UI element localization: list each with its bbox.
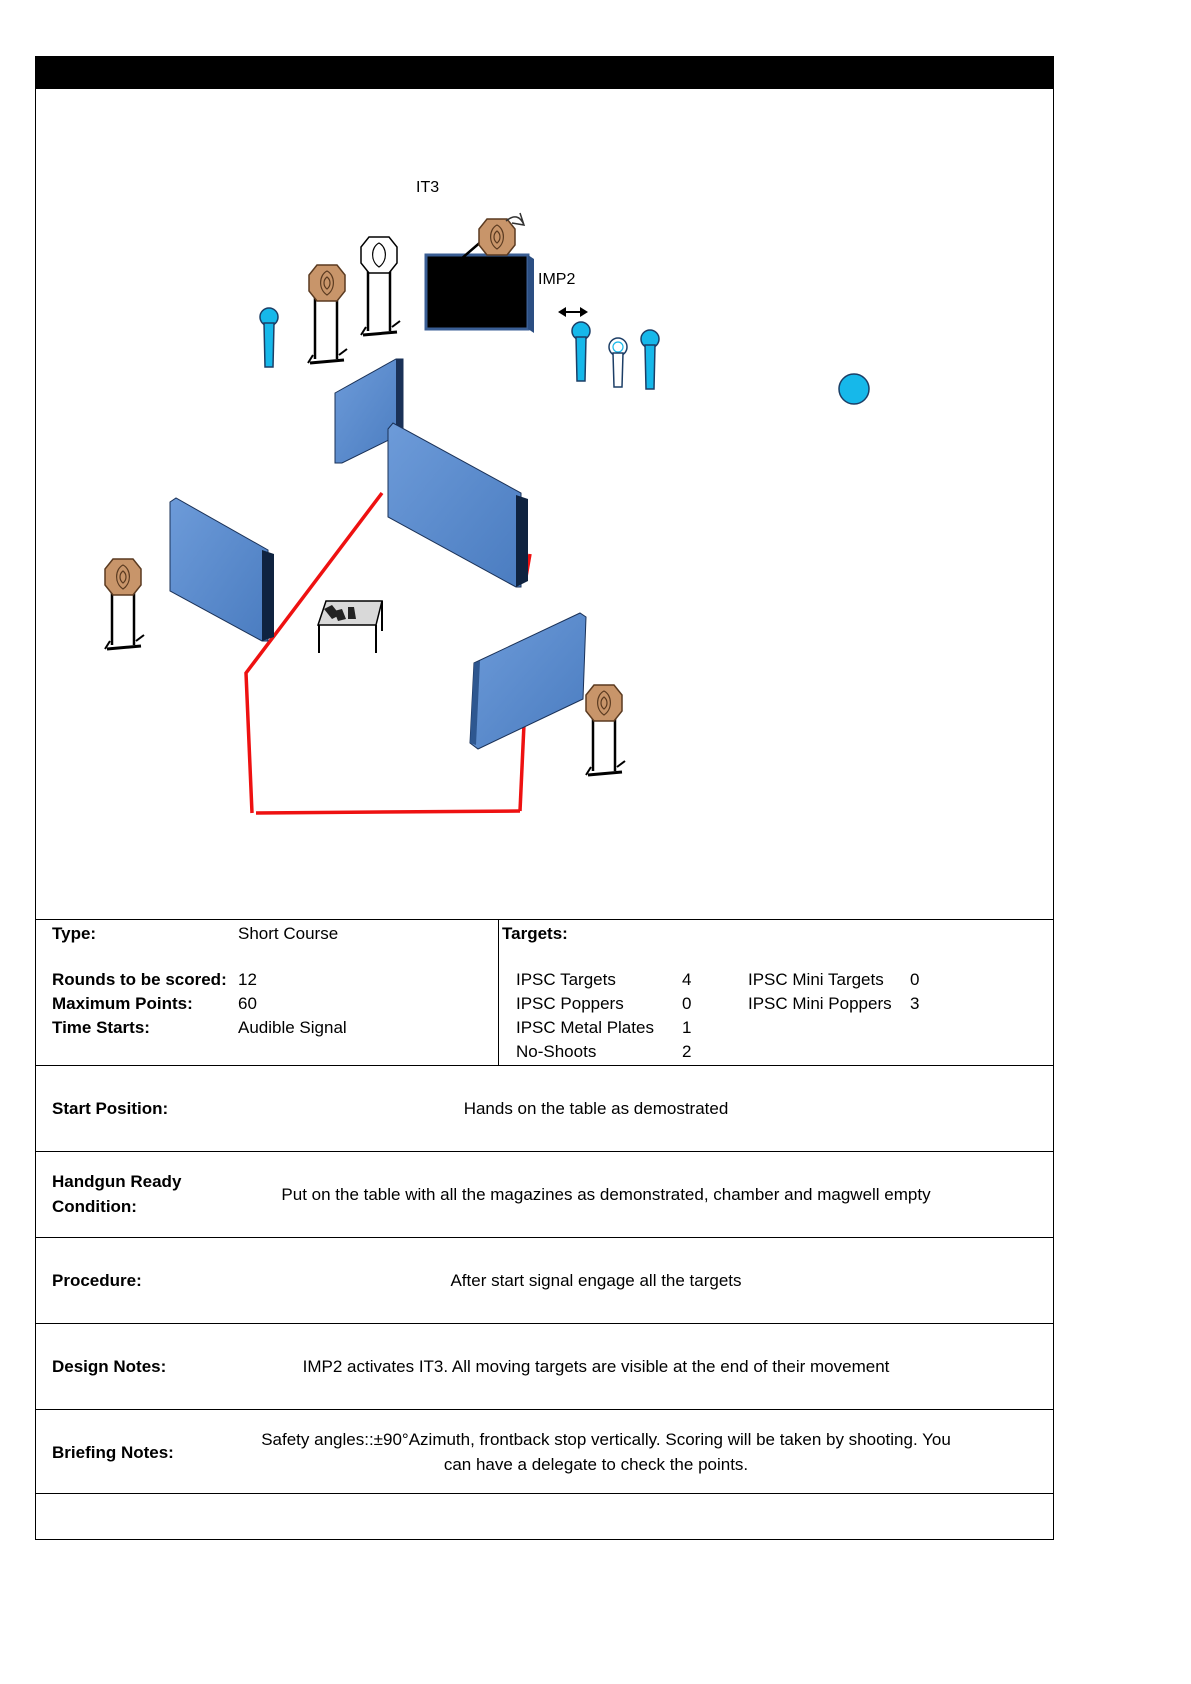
metal-plate-icon [839,374,869,404]
target-name: IPSC Targets [516,970,616,989]
ready-condition-label: Handgun Ready [52,1172,182,1191]
briefing-notes-row [36,1409,1053,1494]
rounds-label: Rounds to be scored: [52,970,227,989]
procedure-row [36,1237,1053,1324]
ipsc-target-icon [586,685,622,721]
target-name: IPSC Mini Targets [748,970,884,989]
targets-header: Targets: [502,924,568,943]
barricade-wall-icon [170,498,274,641]
rounds-value: 12 [238,970,257,989]
barricade-wall-icon [470,613,586,749]
target-name: IPSC Poppers [516,994,624,1013]
barricade-wall-icon [388,423,528,587]
mini-popper-icon [641,330,659,389]
max-points-label: Maximum Points: [52,994,193,1013]
stage-diagram [36,89,1053,919]
start-position-row [36,1065,1053,1152]
mini-popper-icon [260,308,278,367]
it3-label: IT3 [416,179,440,196]
design-notes-label: Design Notes: [52,1357,167,1376]
target-name: No-Shoots [516,1042,597,1061]
ipsc-target-icon [309,265,345,301]
details-row [36,919,1053,1066]
stage-sheet [35,56,1054,1540]
imp2-label: IMP2 [538,271,576,288]
mini-popper-icon [572,322,590,381]
type-label: Type: [52,924,97,943]
ready-condition-label: Condition: [52,1197,137,1216]
target-count: 3 [910,994,920,1013]
bottom-rule [36,1493,1053,1494]
target-count: 1 [682,1018,692,1037]
target-count: 0 [682,994,692,1013]
title-bar [36,57,1053,89]
stage-diagram-svg [36,89,1053,919]
design-notes-text: IMP2 activates IT3. All moving targets are visible at the end of their movement [302,1357,890,1376]
briefing-notes-label: Briefing Notes: [52,1443,174,1462]
divider [498,920,499,1066]
time-starts-label: Time Starts: [52,1018,150,1037]
ipsc-target-icon [105,559,141,595]
ready-condition-row [36,1151,1053,1238]
ready-condition-text: Put on the table with all the magazines as demonstrated, chamber and magwell empty [281,1185,931,1204]
ipsc-target-icon [479,219,515,255]
target-count: 0 [910,970,920,989]
procedure-label: Procedure: [52,1271,142,1290]
briefing-notes-text: can have a delegate to check the points. [443,1455,749,1474]
no-shoot-target-icon [361,237,397,273]
briefing-notes-text: Safety angles::±90°Azimuth, frontback stop vertically. Scoring will be taken by shooting. You [261,1430,951,1449]
target-stand [308,297,347,363]
design-notes-row [36,1323,1053,1410]
metal-plate-icon [426,255,534,333]
target-count: 4 [682,970,692,989]
target-stand [361,269,400,335]
target-name: IPSC Metal Plates [516,1018,654,1037]
start-position-label: Start Position: [52,1099,169,1118]
time-starts-value: Audible Signal [238,1018,347,1037]
max-points-value: 60 [238,994,257,1013]
move-arrow-icon [558,307,588,317]
type-value: Short Course [238,924,339,943]
start-position-text: Hands on the table as demostrated [463,1099,729,1118]
table-icon [318,601,382,653]
target-count: 2 [682,1042,692,1061]
no-shoot-target-icon [609,338,627,387]
target-name: IPSC Mini Poppers [748,994,892,1013]
procedure-text: After start signal engage all the targets [450,1271,742,1290]
